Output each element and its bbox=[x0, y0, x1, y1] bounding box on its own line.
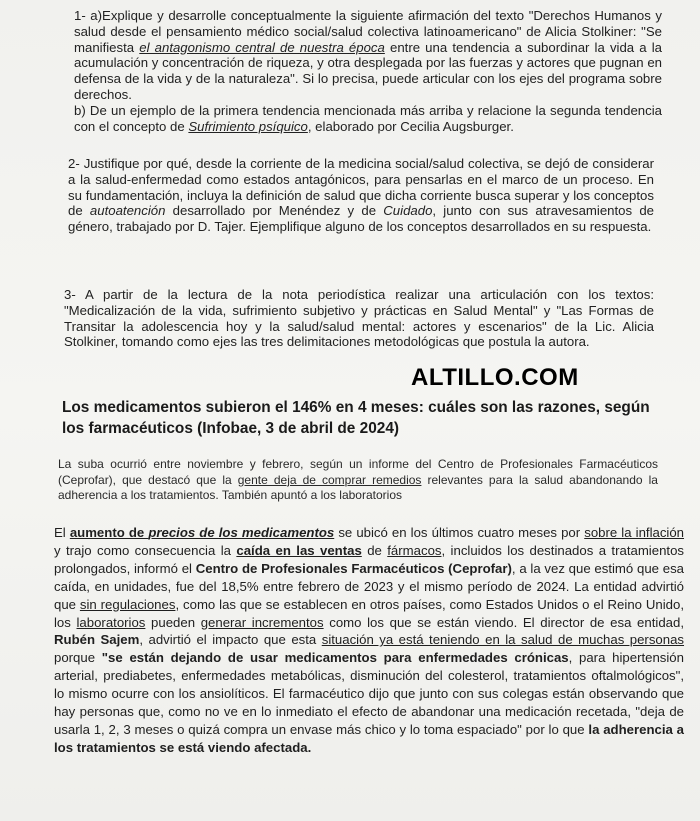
question-1a-text-rest: entre una tendencia a subordinar la vida a la acumulación y concentración de riqueza, y otra desplegada por las fuerzas y actores que pugnan en defensa de la vida y de la naturaleza". Si lo precisa, puede articular con los ejes del programa sobre derechos. bbox=[74, 39, 662, 102]
body-seg: de bbox=[361, 542, 388, 558]
body-seg: , como las que se establecen en otros países, como Estados Unidos o el Reino Unido, los bbox=[54, 596, 684, 630]
body-seg-underlined: laboratorios bbox=[76, 614, 146, 630]
summary-underlined: gente deja de comprar remedios bbox=[237, 472, 422, 487]
question-1a-emphasis: el antagonismo central de nuestra época bbox=[139, 39, 385, 55]
body-seg-bold: aumento de bbox=[69, 525, 149, 540]
question-2-term-autoatencion: autoatención bbox=[89, 203, 166, 219]
body-seg-bold: Centro de Profesionales Farmacéuticos (Ceprofar) bbox=[195, 560, 512, 576]
article-body bbox=[54, 524, 684, 757]
body-seg: pueden bbox=[145, 614, 201, 630]
question-1b-text: b) De un ejemplo de la primera tendencia mencionada más arriba y relacione la segunda tendencia con el concepto de bbox=[74, 102, 662, 134]
summary-text-rest: relevantes para la salud abandonando la adherencia a los tratamientos. También apuntó a los laboratorios bbox=[58, 472, 658, 503]
body-seg: El bbox=[54, 525, 70, 540]
question-2 bbox=[68, 156, 654, 235]
body-seg-emph: precios de los medicamentos bbox=[148, 525, 335, 540]
question-1a bbox=[74, 8, 662, 103]
body-seg: , a la vez que estimó que esa caída, en unidades, fue del 18,5% entre febrero de 2023 y el mismo período de 2024. La entidad advirtió que bbox=[54, 560, 685, 612]
body-seg-bold: Rubén Sajem bbox=[54, 632, 140, 648]
body-seg-bold: caída en las ventas bbox=[236, 542, 362, 558]
body-seg: como los que se están viendo. El director de esa entidad, bbox=[323, 614, 684, 630]
question-1a-text: 1- a)Explique y desarrolle conceptualmente la siguiente afirmación del texto "Derechos Humanos y salud desde el pensamiento médico social/salud colectiva latinoamericano" de Alicia Stolkiner: "Se manifiesta bbox=[74, 8, 662, 55]
article-summary bbox=[58, 457, 658, 504]
body-seg-underlined: generar incrementos bbox=[200, 614, 324, 630]
body-seg-underlined: situación ya está teniendo en la salud de muchas personas bbox=[321, 632, 685, 648]
summary-text: La suba ocurrió entre noviembre y febrero, según un informe del Centro de Profesionales Farmacéuticos (Ceprofar), que destacó que la bbox=[58, 457, 658, 487]
question-1b bbox=[74, 103, 662, 135]
body-seg: , advirtió el impacto que esta bbox=[139, 632, 322, 648]
body-seg-bold: la adherencia a los tratamientos se está viendo afectada. bbox=[54, 721, 684, 755]
body-seg-bold: "se están dejando de usar medicamentos para enfermedades crónicas bbox=[101, 650, 569, 666]
question-1b-text-rest: , elaborado por Cecilia Augsburger. bbox=[307, 118, 514, 134]
question-1 bbox=[74, 8, 662, 134]
body-seg-underlined: fármacos bbox=[387, 542, 442, 558]
body-seg: se ubicó en los últimos cuatro meses por bbox=[334, 525, 585, 540]
body-seg: porque bbox=[54, 650, 102, 666]
body-seg-underlined: sin regulaciones bbox=[79, 596, 176, 612]
body-seg: , incluidos los destinados a tratamientos prolongados, informó el bbox=[54, 542, 684, 576]
question-1b-emphasis: Sufrimiento psíquico bbox=[188, 118, 308, 134]
body-seg: y trajo como consecuencia la bbox=[54, 542, 237, 558]
question-2-text-3: , junto con sus atravesamientos de género, trabajado por D. Tajer. Ejemplifique alguno de los conceptos desarrollados en su respuesta. bbox=[68, 203, 655, 235]
question-2-text: 2- Justifique por qué, desde la corriente de la medicina social/salud colectiva, se dejó de considerar a la salud-enfermedad como estados antagónicos, para pensarlas en el marco de un proceso. En su fundamentación, incluya la definición de salud que dicha corriente busca superar y los conceptos de bbox=[68, 156, 654, 219]
body-seg-underlined: sobre la inflación bbox=[584, 525, 685, 540]
body-seg: , para hipertensión arterial, prediabetes, enfermedades metabólicas, disminución del colesterol, tratamientos oftalmológicos", lo mismo ocurre con los ansiolíticos. El farmacéutico dijo que junto con sus colegas están observando que hay personas que, como no ve en lo inmediato el efecto de abandonar una medicación recetada, "deja de usarla 1, 2, 3 meses o quizá compra un envase más chico y lo toma espaciado" por lo que bbox=[54, 650, 684, 737]
article-headline: Los medicamentos subieron el 146% en 4 meses: cuáles son las razones, según los farmacéuticos (Infobae, 3 de abril de 2024) bbox=[62, 399, 650, 437]
site-watermark: ALTILLO.COM bbox=[411, 364, 579, 391]
question-2-text-2: desarrollado por Menéndez y de bbox=[165, 203, 384, 219]
question-3 bbox=[64, 287, 654, 350]
question-3-text: 3- A partir de la lectura de la nota periodística realizar una articulación con los textos: "Medicalización de la vida, sufrimiento subjetivo y prácticas en Salud Mental" y "Las Formas de Transitar la adolescencia hoy y la salud/salud mental: actores y escenarios" de la Lic. Alicia Stolkiner, tomando como ejes las tres delimitaciones metodológicas que postula la autora. bbox=[64, 287, 654, 350]
question-2-term-cuidado: Cuidado bbox=[383, 203, 433, 219]
